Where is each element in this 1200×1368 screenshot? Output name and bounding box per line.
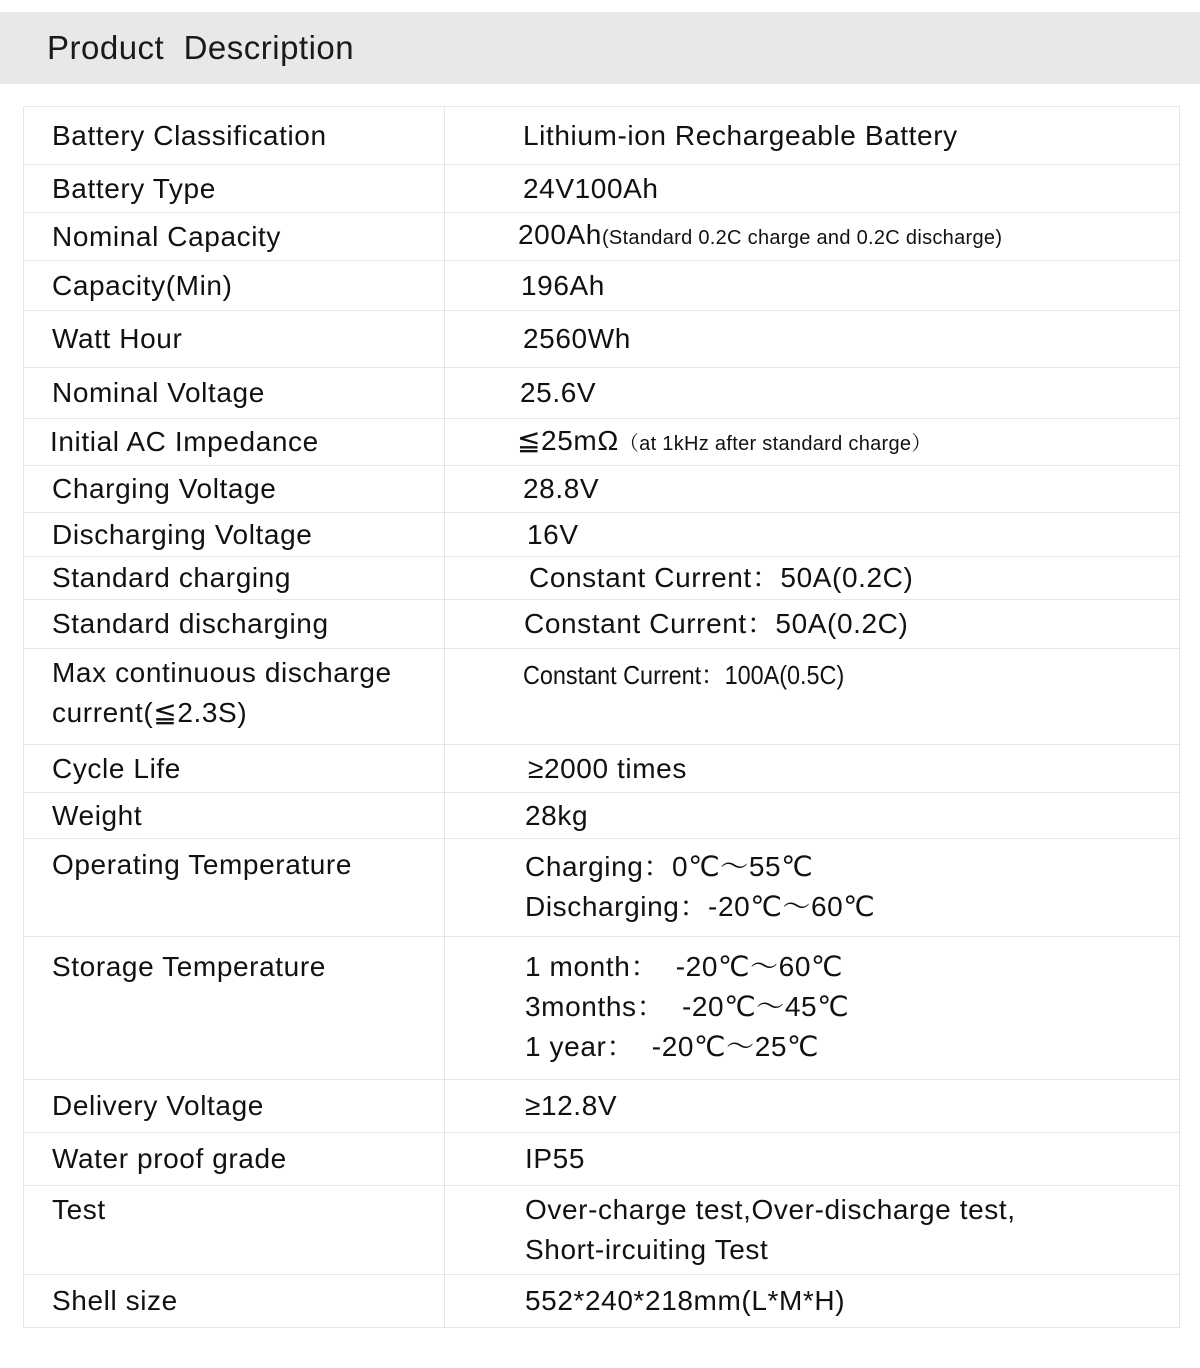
table-row [24,107,1180,165]
value-line: Charging：0℃～55℃ [525,851,814,882]
row-label: Test [24,1186,445,1275]
table-row [24,1275,1180,1328]
value-main: ≦25mΩ [517,424,619,456]
row-value: 25.6V [445,368,1180,419]
table-row [24,1133,1180,1186]
table-row [24,466,1180,513]
row-label: Weight [24,793,445,839]
row-value: 28kg [445,793,1180,839]
row-value: 24V100Ah [445,165,1180,213]
value-note: （at 1kHz after standard charge） [618,432,932,455]
table-row [24,793,1180,839]
value-line: Over-charge test,Over-discharge test, [525,1194,1016,1225]
row-label: Standard charging [24,557,445,600]
row-label: Cycle Life [24,745,445,793]
row-label: Battery Type [24,165,445,213]
table-row [24,165,1180,213]
row-label: Nominal Voltage [24,368,445,419]
row-label: Initial AC Impedance [24,419,445,466]
row-label: Capacity(Min) [24,261,445,311]
row-label: Shell size [24,1275,445,1328]
row-label: Standard discharging [24,600,445,649]
row-value [445,649,1180,745]
row-value: 196Ah [445,261,1180,311]
row-value: 2560Wh [445,311,1180,368]
table-row [24,1080,1180,1133]
table-row [24,1186,1180,1275]
value-main: Constant Current：100A(0.5C) [523,660,845,690]
row-value [445,839,1180,937]
row-label: Nominal Capacity [24,213,445,261]
row-value: Constant Current：50A(0.2C) [445,600,1180,649]
row-value: IP55 [445,1133,1180,1186]
row-value [445,937,1180,1080]
table-row [24,311,1180,368]
row-value: 16V [445,513,1180,557]
table-row [24,368,1180,419]
row-label: Storage Temperature [24,937,445,1080]
row-value: ≥2000 times [445,745,1180,793]
row-label: Water proof grade [24,1133,445,1186]
page-title: Product Description [47,29,355,66]
table-row [24,213,1180,261]
spec-table [23,106,1180,1328]
table-row [24,839,1180,937]
row-value [445,419,1180,466]
value-line: 1 year： -20℃～25℃ [525,1031,820,1062]
table-row [24,745,1180,793]
label-line: current(≦2.3S) [52,697,248,728]
row-label [24,649,445,745]
row-label: Discharging Voltage [24,513,445,557]
table-row [24,600,1180,649]
value-line: Discharging：-20℃～60℃ [525,891,876,922]
value-note: (Standard 0.2C charge and 0.2C discharge) [601,227,1003,249]
row-label: Operating Temperature [24,839,445,937]
row-value: 552*240*218mm(L*M*H) [445,1275,1180,1328]
table-row [24,419,1180,466]
table-row [24,261,1180,311]
row-value [445,213,1180,261]
value-line: 1 month： -20℃～60℃ [525,951,844,982]
section-header [0,12,1200,84]
row-value: Constant Current：50A(0.2C) [445,557,1180,600]
row-value: ≥12.8V [445,1080,1180,1133]
row-label: Watt Hour [24,311,445,368]
value-main: 200Ah [518,219,602,250]
label-line: Max continuous discharge [52,657,392,688]
row-label: Charging Voltage [24,466,445,513]
row-value: Lithium-ion Rechargeable Battery [445,107,1180,165]
row-label: Delivery Voltage [24,1080,445,1133]
value-line: Short-ircuiting Test [525,1234,769,1265]
table-row [24,557,1180,600]
row-label: Battery Classification [24,107,445,165]
row-value [445,1186,1180,1275]
value-line: 3months： -20℃～45℃ [525,991,850,1022]
table-row [24,649,1180,745]
table-row [24,513,1180,557]
table-row [24,937,1180,1080]
row-value: 28.8V [445,466,1180,513]
